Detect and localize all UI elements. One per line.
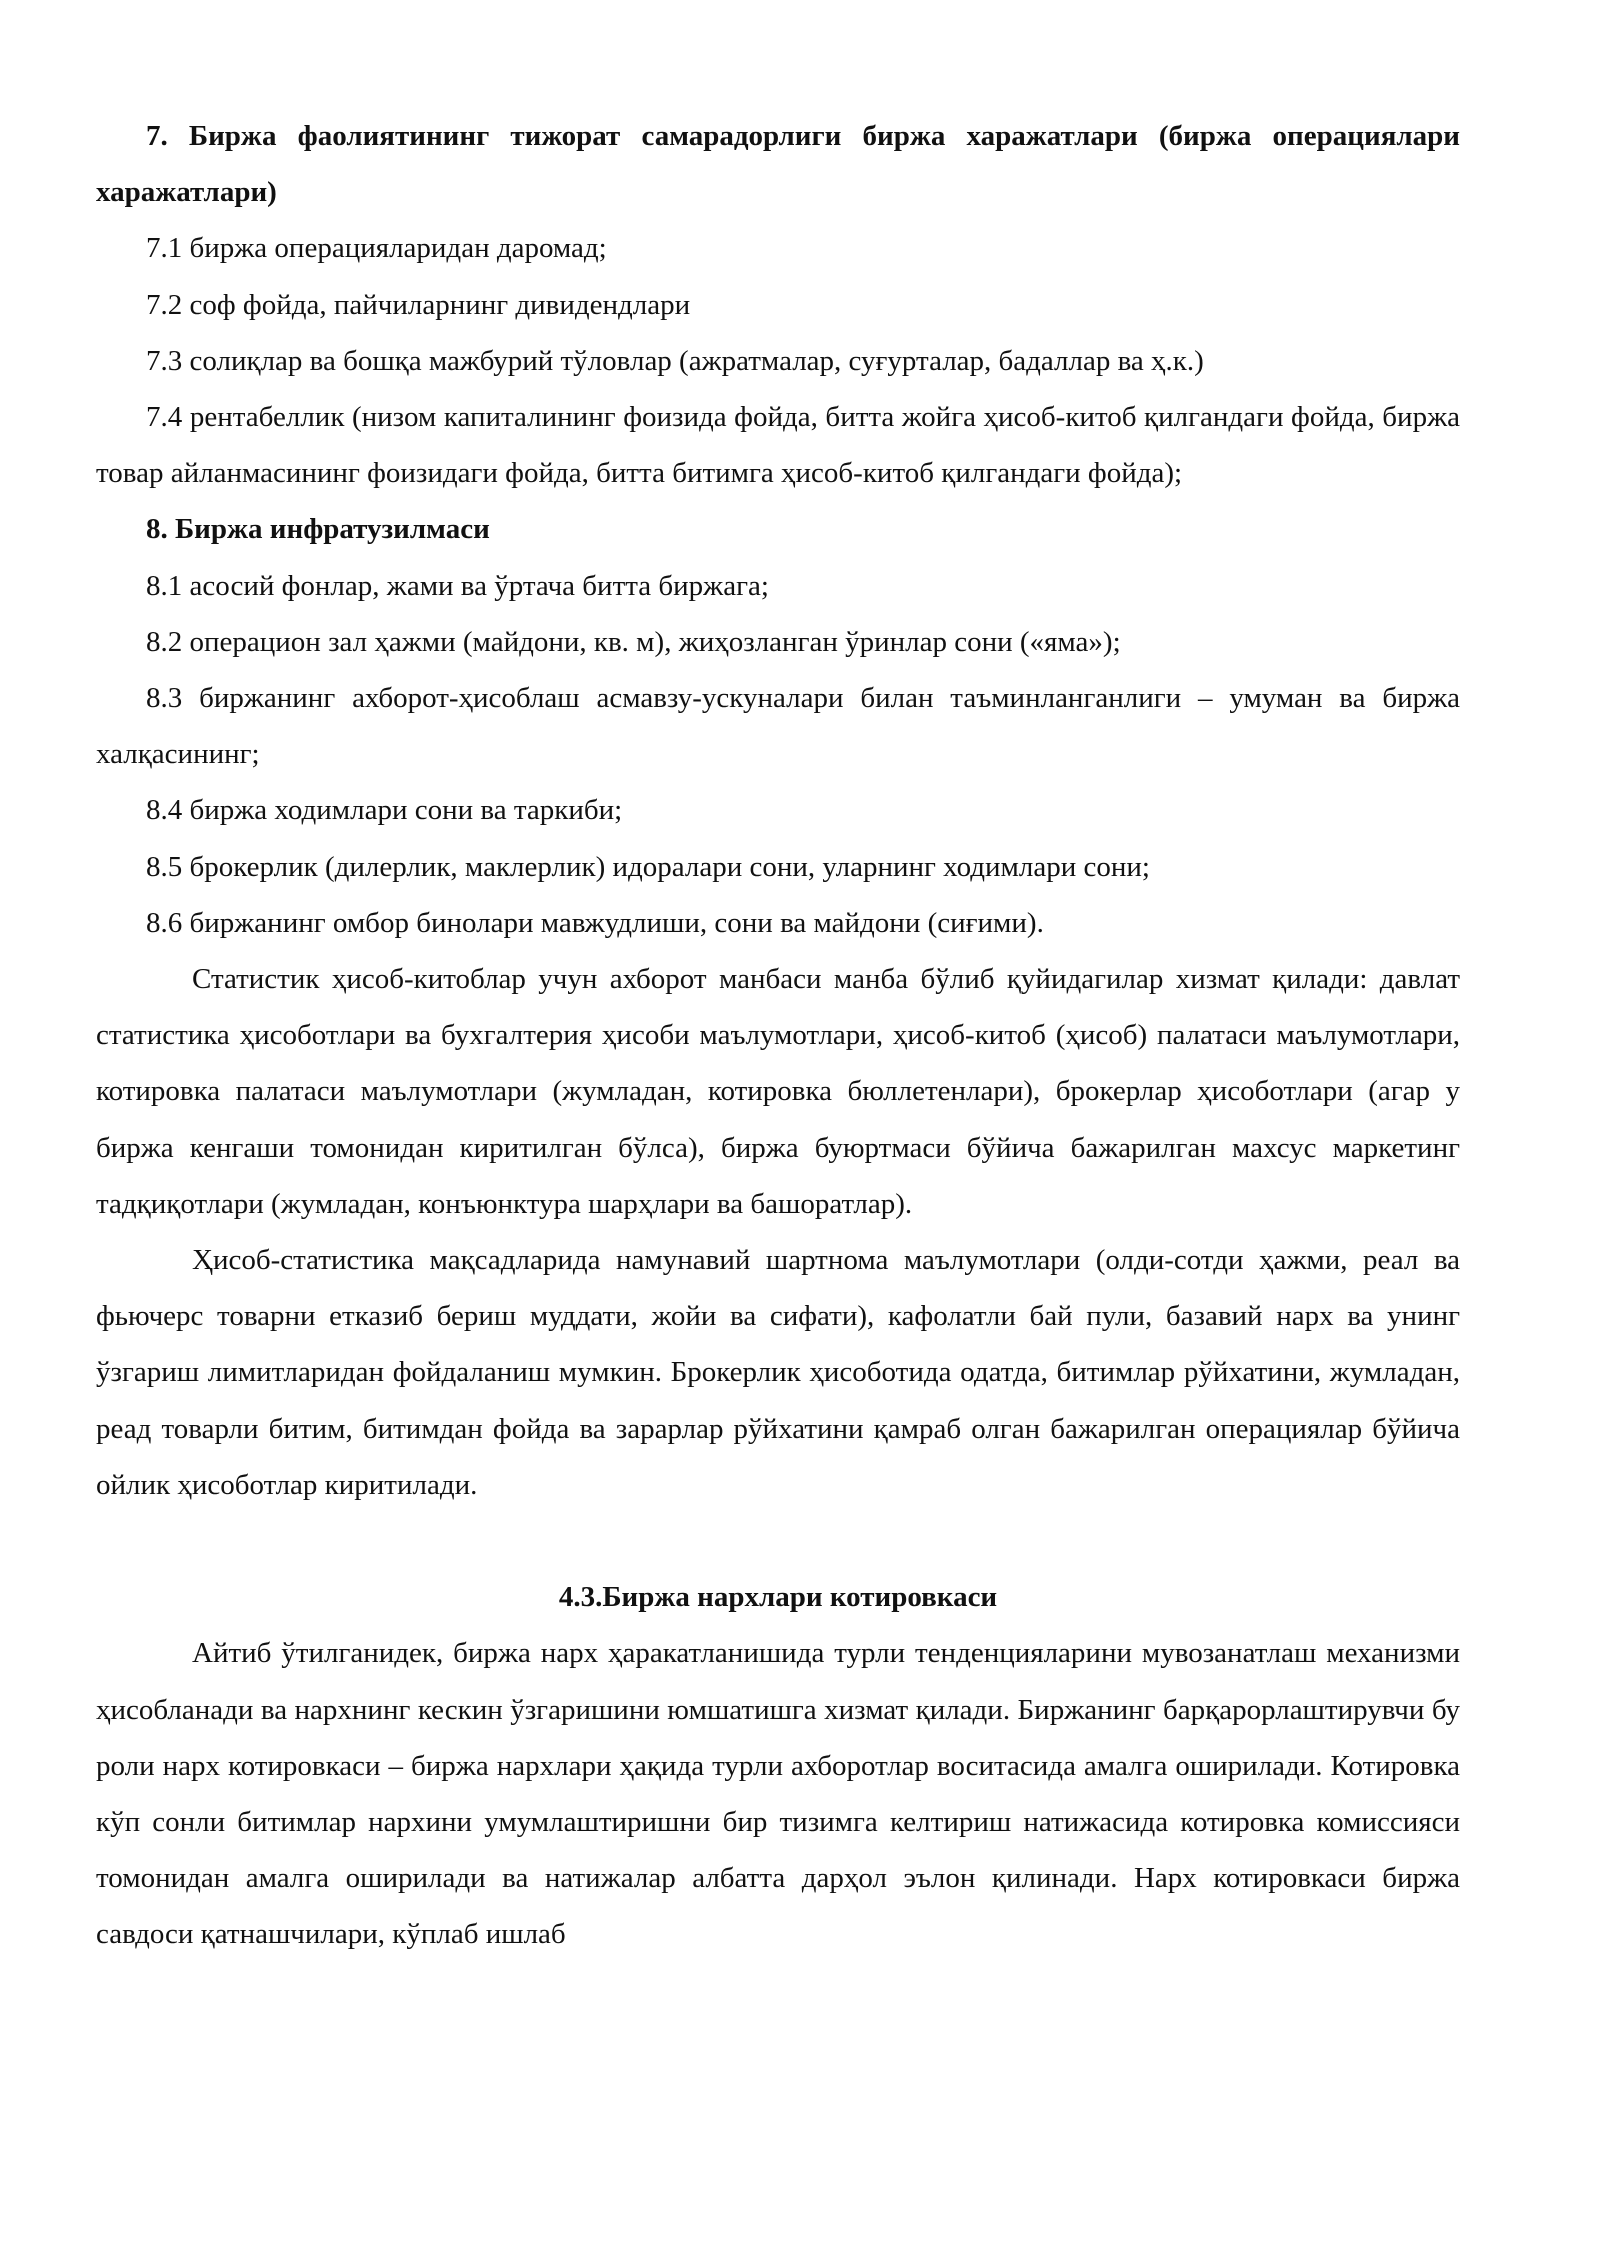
list-item-7-3: 7.3 солиқлар ва бошқа мажбурий тўловлар (ажратмалар, суғурталар, бадаллар ва ҳ.к.) [146,344,1204,377]
list-item-7-4: 7.4 рентабеллик (низом капиталининг фоизида фойда, битта жойга ҳисоб-китоб қилгандаги фойда, биржа товар айланмасининг фоизидаги фойда, битта битимга ҳисоб-китоб қилгандаги фойда); [96,401,1460,490]
list-item-8-3: 8.3 биржанинг ахборот-ҳисоблаш асмавзу-ускуналари билан таъминланганлиги – умуман ва биржа халқасининг; [96,682,1460,771]
body-paragraph-statistics: Ҳисоб-статистика мақсадларида намунавий шартнома маълумотлари (олди-сотди ҳажми, реал ва фьючерс товарни етказиб бериш муддати, жойи ва сифати), кафолатли бай пули, базавий нарх ва унинг ўзгариш лимитларидан фойдаланиш мумкин. Брокерлик ҳисоботида одатда, битимлар рўйхатини, жумладан, реад товарли битим, битимдан фойда ва зарарлар рўйхатини қамраб олган бажарилган операциялар бўйича ойлик ҳисоботлар киритилади. [96,1244,1460,1501]
section-8-heading: 8. Биржа инфратузилмаси [146,513,490,546]
list-item-7-2: 7.2 соф фойда, пайчиларнинг дивидендлари [146,288,691,321]
body-paragraph-quotation: Айтиб ўтилганидек, биржа нарх ҳаракатланишида турли тенденцияларини мувозанатлаш механизми ҳисобланади ва нархнинг кескин ўзгаришини юмшатишга хизмат қилади. Биржанинг барқарорлаштирувчи бу роли нарх котировкаси – биржа нархлари ҳақида турли ахборотлар воситасида амалга оширилади. Котировка кўп сонли битимлар нархини умумлаштиришни бир тизимга келтириш натижасида котировка комиссияси томонидан амалга оширилади ва натижалар албатта дарҳол эълон қилинади. Нарх котировкаси биржа савдоси қатнашчилари, кўплаб ишлаб [96,1637,1460,1951]
list-item-8-2: 8.2 операцион зал ҳажми (майдони, кв. м), жиҳозланган ўринлар сони («яма»); [146,625,1121,658]
section-7-heading: 7. Биржа фаолиятининг тижорат самарадорлиги биржа харажатлари (биржа операциялари харажатлари) [96,120,1460,209]
list-item-7-1: 7.1 биржа операцияларидан даромад; [146,232,607,265]
body-paragraph-sources: Статистик ҳисоб-китоблар учун ахборот манбаси манба бўлиб қуйидагилар хизмат қилади: давлат статистика ҳисоботлари ва бухгалтерия ҳисоби маълумотлари, ҳисоб-китоб (ҳисоб) палатаси маълумотлари, котировка палатаси маълумотлари (жумладан, котировка бюллетенлари), брокерлар ҳисоботлари (агар у биржа кенгаши томонидан киритилган бўлса), биржа буюртмаси бўйича бажарилган махсус маркетинг тадқиқотлари (жумладан, конъюнктура шарҳлари ва башоратлар). [96,963,1460,1220]
section-spacer [96,1513,1460,1569]
list-item-8-6: 8.6 биржанинг омбор бинолари мавжудлиши, сони ва майдони (сиғими). [146,906,1044,939]
list-item-8-5: 8.5 брокерлик (дилерлик, маклерлик) идоралари сони, уларнинг ходимлари сони; [146,850,1150,883]
section-4-3-title: 4.3.Биржа нархлари котировкаси [558,1581,998,1614]
document-page [96,108,1460,1963]
list-item-8-4: 8.4 биржа ходимлари сони ва таркиби; [146,794,623,827]
list-item-8-1: 8.1 асосий фонлар, жами ва ўртача битта биржага; [146,569,769,602]
